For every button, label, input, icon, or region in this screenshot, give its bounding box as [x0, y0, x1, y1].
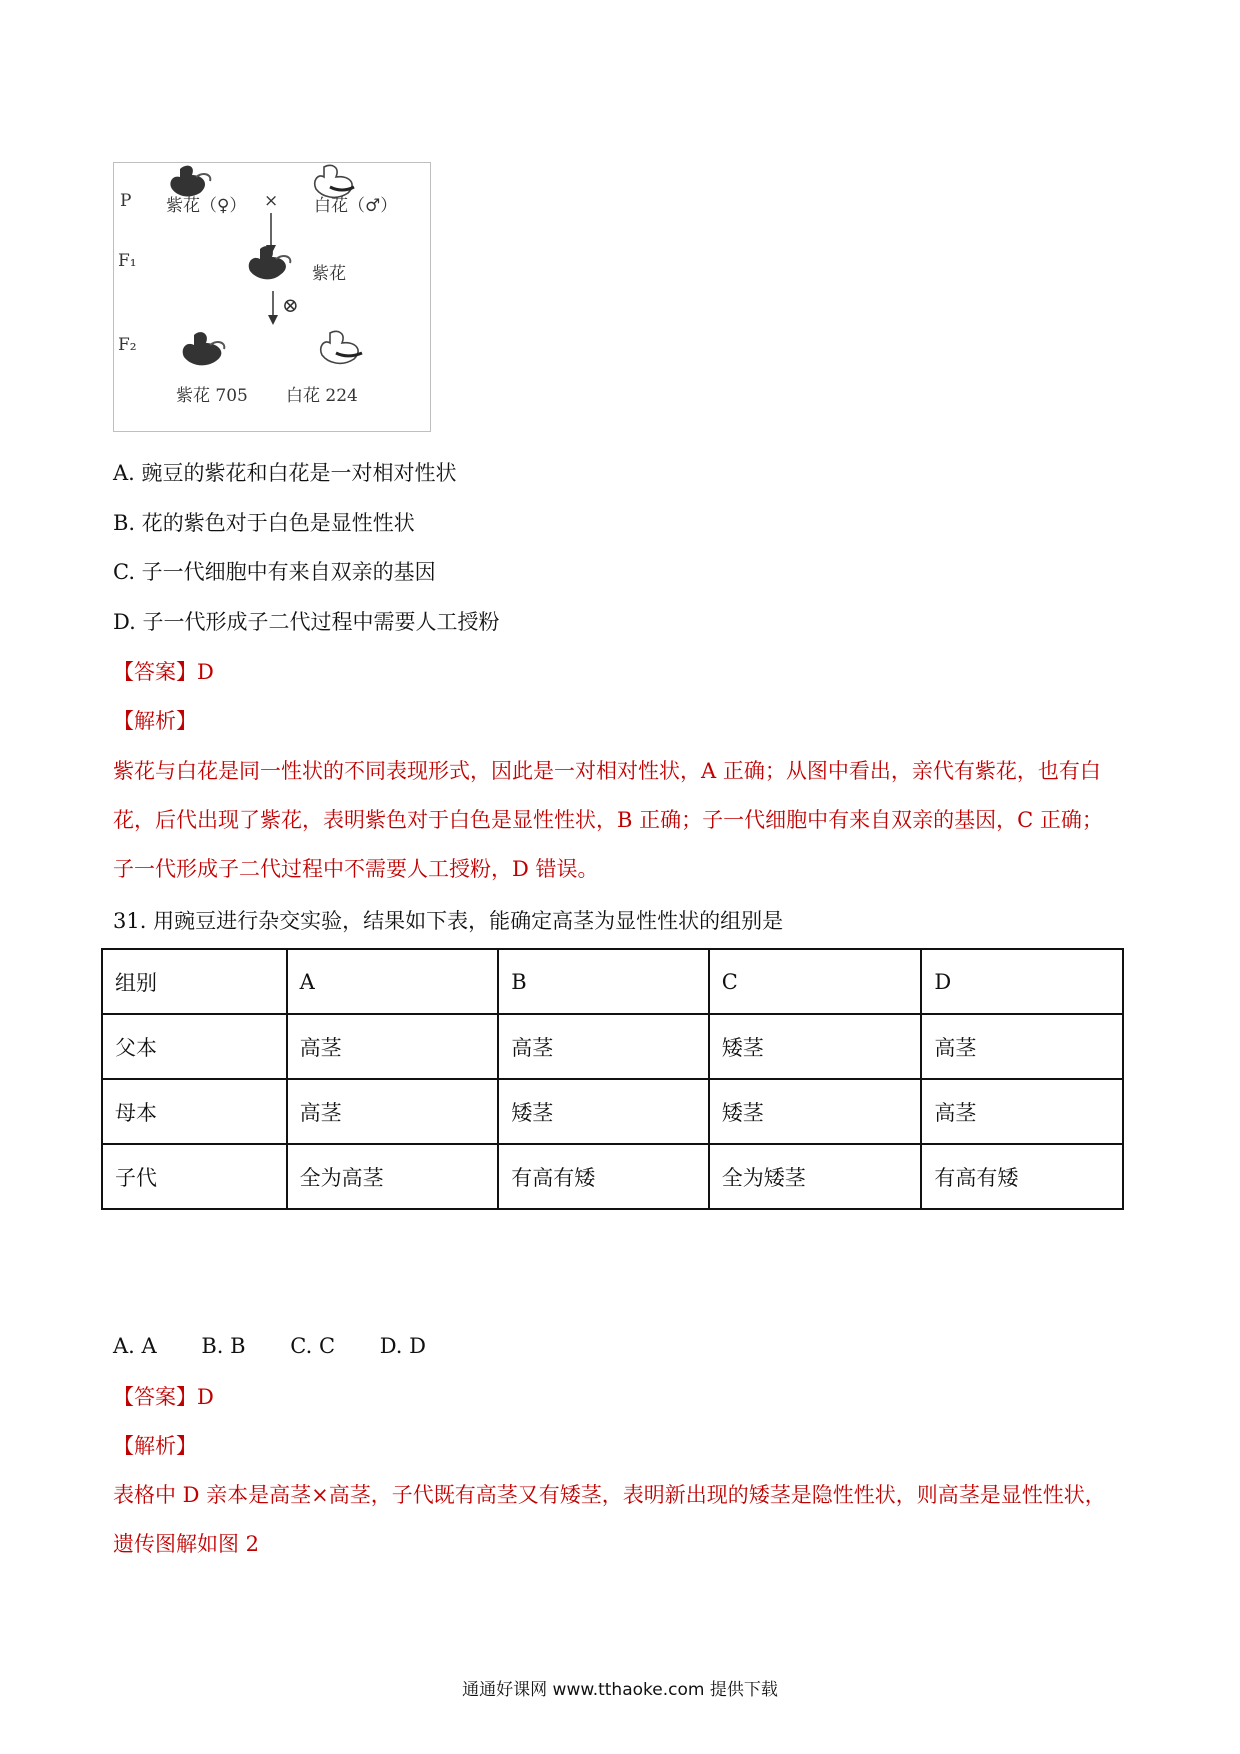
answer-value: D	[197, 660, 214, 684]
q31-results-table	[101, 948, 1124, 1210]
f1-purple-label: 紫花	[312, 264, 346, 284]
table-cell: 矮茎	[498, 1079, 709, 1144]
purple-flower-icon	[178, 329, 234, 375]
p-white-label: 白花（♂）	[314, 196, 398, 216]
analysis-line: 花，后代出现了紫花，表明紫色对于白色是显性性状，B 正确；子一代细胞中有来自双亲的基因，C 正确；	[113, 808, 1103, 832]
table-row	[102, 949, 1123, 1014]
answer-value: D	[197, 1385, 214, 1409]
q31-question: 31. 用豌豆进行杂交实验，结果如下表，能确定高茎为显性性状的组别是	[113, 909, 784, 933]
q31-analysis-text	[113, 1471, 1143, 1569]
table-cell: 父本	[102, 1014, 287, 1079]
cross-symbol: ×	[264, 191, 279, 211]
table-cell: 有高有矮	[498, 1144, 709, 1209]
white-flower-icon	[316, 329, 372, 375]
table-cell: 高茎	[287, 1079, 499, 1144]
figure-row-label-p: P	[120, 191, 132, 211]
q31-option-c: C. C	[290, 1334, 336, 1358]
page-footer: 通通好课网 www.tthaoke.com 提供下载	[462, 1680, 778, 1700]
purple-flower-icon	[244, 243, 298, 289]
answer-label: 【答案】	[113, 660, 197, 684]
table-cell: 矮茎	[709, 1014, 922, 1079]
table-row	[102, 1144, 1123, 1209]
q31-option-a: A. A	[113, 1334, 157, 1358]
table-cell: A	[287, 949, 499, 1014]
table-row	[102, 1014, 1123, 1079]
q31-option-d: D. D	[379, 1334, 426, 1358]
q30-answer	[113, 657, 214, 687]
table-cell: 高茎	[287, 1014, 499, 1079]
table-cell: B	[498, 949, 709, 1014]
table-cell: 高茎	[498, 1014, 709, 1079]
table-cell: D	[921, 949, 1123, 1014]
q30-option-a: A. 豌豆的紫花和白花是一对相对性状	[113, 461, 457, 485]
q30-option-c: C. 子一代细胞中有来自双亲的基因	[113, 560, 436, 584]
figure-row-label-f1: F₁	[118, 251, 137, 271]
q30-option-b: B. 花的紫色对于白色是显性性状	[113, 511, 415, 535]
q30-analysis-label: 【解析】	[113, 709, 197, 733]
table-cell: 组别	[102, 949, 287, 1014]
table-cell: 全为高茎	[287, 1144, 499, 1209]
table-cell: 高茎	[921, 1079, 1123, 1144]
answer-label: 【答案】	[113, 1385, 197, 1409]
q30-option-d: D. 子一代形成子二代过程中需要人工授粉	[113, 610, 500, 634]
q31-option-b: B. B	[201, 1334, 246, 1358]
f2-white-count: 白花 224	[286, 386, 358, 406]
f2-purple-count: 紫花 705	[176, 386, 248, 406]
p-purple-label: 紫花（♀）	[166, 196, 247, 216]
q31-analysis-label: 【解析】	[113, 1434, 197, 1458]
table-cell: 子代	[102, 1144, 287, 1209]
table-row	[102, 1079, 1123, 1144]
table-cell: 有高有矮	[921, 1144, 1123, 1209]
analysis-line: 紫花与白花是同一性状的不同表现形式，因此是一对相对性状，A 正确；从图中看出，亲代有紫花，也有白	[113, 759, 1101, 783]
q31-options	[113, 1334, 464, 1358]
analysis-line: 子一代形成子二代过程中不需要人工授粉，D 错误。	[113, 857, 599, 881]
pea-cross-figure	[113, 162, 431, 432]
selfing-symbol: ⊗	[282, 293, 299, 317]
table-cell: 母本	[102, 1079, 287, 1144]
q31-answer	[113, 1382, 214, 1412]
q30-analysis-text	[113, 747, 1143, 894]
figure-row-label-f2: F₂	[118, 335, 137, 355]
table-cell: 全为矮茎	[709, 1144, 922, 1209]
analysis-line: 表格中 D 亲本是高茎×高茎，子代既有高茎又有矮茎，表明新出现的矮茎是隐性性状，则高茎是显性性状，	[113, 1483, 1106, 1507]
table-cell: C	[709, 949, 922, 1014]
table-cell: 高茎	[921, 1014, 1123, 1079]
table-cell: 矮茎	[709, 1079, 922, 1144]
analysis-line: 遗传图解如图 2	[113, 1532, 260, 1556]
down-arrow-icon	[266, 291, 280, 327]
